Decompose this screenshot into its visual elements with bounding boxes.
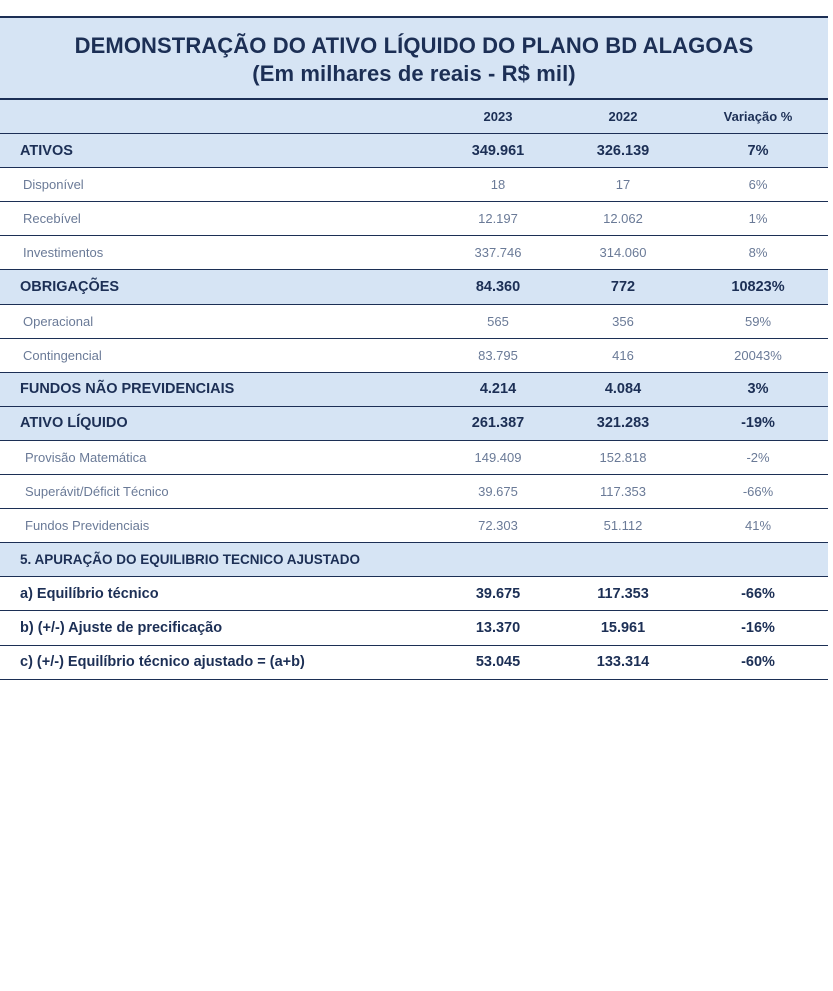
value-2022: 117.353 <box>599 484 647 500</box>
value-2022: 133.314 <box>596 654 650 671</box>
value-variation: 8% <box>748 245 768 261</box>
row-label: b) (+/-) Ajuste de precificação <box>20 619 223 636</box>
value-variation: 1% <box>748 211 768 227</box>
value-variation: 41% <box>744 518 772 534</box>
value-variation: -66% <box>741 585 775 602</box>
value-2023: 84.360 <box>475 279 521 296</box>
value-variation: 3% <box>747 381 769 398</box>
row-label: Fundos Previdenciais <box>25 518 150 534</box>
value-2022: 4.084 <box>604 381 642 398</box>
row-label: ATIVOS <box>20 142 73 159</box>
value-2023: 39.675 <box>475 585 521 602</box>
value-variation: 10823% <box>731 279 785 296</box>
table-row-superavit-deficit <box>0 475 828 509</box>
table-row-obrigacoes <box>0 270 828 304</box>
table-row-recebivel <box>0 202 828 236</box>
value-2023: 149.409 <box>474 449 522 465</box>
value-variation: 7% <box>747 142 769 159</box>
value-2023: 261.387 <box>471 415 525 432</box>
value-2022: 314.060 <box>599 245 647 261</box>
value-2022: 15.961 <box>600 619 646 636</box>
row-label: Disponível <box>23 177 84 193</box>
table-row-equilibrio-ajustado <box>0 646 828 680</box>
value-2022: 326.139 <box>596 142 650 159</box>
value-2023: 83.795 <box>478 347 518 363</box>
table-row-contingencial <box>0 339 828 373</box>
table-row-ajuste-precificacao <box>0 611 828 645</box>
value-2022: 321.283 <box>596 415 650 432</box>
table-row-operacional <box>0 305 828 339</box>
value-2023: 13.370 <box>475 619 521 636</box>
value-2022: 416 <box>612 347 634 363</box>
value-2023: 337.746 <box>474 245 522 261</box>
table-row-ativo-liquido <box>0 407 828 441</box>
row-label: Recebível <box>23 211 81 227</box>
value-2022: 12.062 <box>603 211 643 227</box>
header-variation: Variação % <box>723 109 793 125</box>
table-row-section-5-heading <box>0 543 828 577</box>
row-label: Investimentos <box>23 245 104 261</box>
row-label: a) Equilíbrio técnico <box>20 585 159 602</box>
row-label: c) (+/-) Equilíbrio técnico ajustado = (a+b) <box>20 654 305 671</box>
row-label: OBRIGAÇÕES <box>20 279 120 296</box>
value-variation: 20043% <box>734 347 782 363</box>
table-row-ativos <box>0 134 828 168</box>
row-label: Contingencial <box>23 347 102 363</box>
value-variation: 6% <box>748 177 768 193</box>
value-variation: -16% <box>741 619 775 636</box>
value-2022: 152.818 <box>599 449 647 465</box>
value-variation: 59% <box>744 313 772 329</box>
report-title-box <box>0 16 828 100</box>
value-variation: -66% <box>742 484 774 500</box>
value-2022: 17 <box>615 177 631 193</box>
value-2022: 772 <box>610 279 636 296</box>
header-2022: 2022 <box>608 109 638 125</box>
row-label: Operacional <box>23 313 94 329</box>
balance-report <box>0 16 828 680</box>
section-heading: 5. APURAÇÃO DO EQUILIBRIO TECNICO AJUSTADO <box>20 552 361 568</box>
header-2023: 2023 <box>483 109 513 125</box>
value-variation: -60% <box>741 654 775 671</box>
row-label: FUNDOS NÃO PREVIDENCIAIS <box>20 381 235 398</box>
value-2023: 12.197 <box>478 211 518 227</box>
value-2022: 117.353 <box>597 585 649 602</box>
table-row-disponivel <box>0 168 828 202</box>
value-2023: 72.303 <box>478 518 518 534</box>
row-label: Provisão Matemática <box>25 449 147 465</box>
row-label: Superávit/Déficit Técnico <box>25 484 169 500</box>
table-header-row <box>0 100 828 134</box>
value-variation: -19% <box>741 415 775 432</box>
row-label: ATIVO LÍQUIDO <box>20 415 128 432</box>
value-2022: 356 <box>612 313 634 329</box>
value-2023: 53.045 <box>475 654 521 671</box>
table-row-equilibrio-tecnico <box>0 577 828 611</box>
report-subtitle: (Em milhares de reais - R$ mil) <box>252 61 576 86</box>
table-row-fundos-previdenciais <box>0 509 828 543</box>
value-2023: 18 <box>490 177 506 193</box>
value-2022: 51.112 <box>603 518 643 534</box>
value-2023: 565 <box>487 313 509 329</box>
value-2023: 349.961 <box>471 142 525 159</box>
value-2023: 4.214 <box>479 381 517 398</box>
report-title: DEMONSTRAÇÃO DO ATIVO LÍQUIDO DO PLANO BD ALAGOAS <box>74 33 754 58</box>
table-row-investimentos <box>0 236 828 270</box>
table-row-provisao-matematica <box>0 441 828 475</box>
table-row-fundos-nao-previdenciais <box>0 373 828 407</box>
value-variation: -2% <box>746 449 770 465</box>
value-2023: 39.675 <box>478 484 518 500</box>
